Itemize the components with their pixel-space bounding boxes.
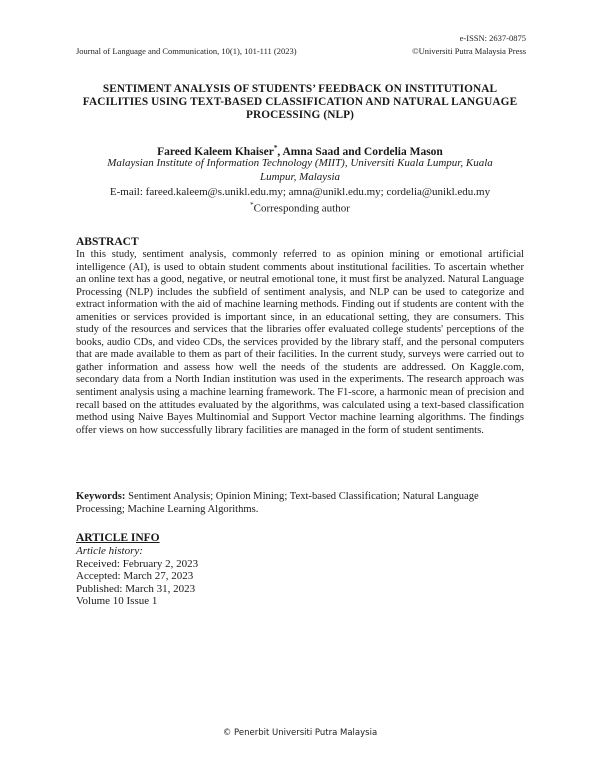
affiliation: Malaysian Institute of Information Technology (MIIT), Universiti Kuala Lumpur, Kuala Lumpur, Malaysia <box>107 157 493 183</box>
accepted-date: Accepted: March 27, 2023 <box>76 570 194 583</box>
publisher-footer: © Penerbit Universiti Putra Malaysia <box>222 728 378 738</box>
author-emails: E-mail: fareed.kaleem@s.unikl.edu.my; amna@unikl.edu.my; cordelia@unikl.edu.my <box>109 186 491 198</box>
corresponding-note-mark: * <box>250 201 254 209</box>
published-date: Published: March 31, 2023 <box>76 582 196 595</box>
received-date: Received: February 2, 2023 <box>76 557 199 570</box>
volume-issue: Volume 10 Issue 1 <box>76 595 158 608</box>
other-authors: , Amna Saad and Cordelia Mason <box>277 145 443 158</box>
article-info <box>76 532 198 608</box>
journal-citation: Journal of Language and Communication, 10(1), 101-111 (2023) <box>76 46 297 56</box>
keywords-text: Sentiment Analysis; Opinion Mining; Text-based Classification; Natural Language Processing; Machine Learning Algorithms. <box>76 491 479 515</box>
keywords <box>76 491 524 517</box>
eissn-label: e-ISSN: 2637-0875 <box>459 33 526 43</box>
article-info-heading: ARTICLE INFO <box>76 532 160 544</box>
press-copyright: ©Universiti Putra Malaysia Press <box>412 46 526 56</box>
corresponding-note-text: Corresponding author <box>253 202 350 215</box>
keywords-label: Keywords: <box>76 491 126 502</box>
paper-title: SENTIMENT ANALYSIS OF STUDENTS’ FEEDBACK ON INSTITUTIONAL FACILITIES USING TEXT-BASED CLASSIFICATION AND NATURAL LANGUAGE PROCESSING (NLP) <box>82 83 518 121</box>
abstract-text: In this study, sentiment analysis, commonly referred to as opinion mining or emotional artificial intelligence (AI), is used to obtain student comments about institutional facilities. To ascertain whether an online text has a good, negative, or neutral emotional tone, it must first be analyzed. Natural Language Processing (NLP) includes the subfield of sentiment analysis, and NLP can be used to categorize and extract information with the aid of machine learning methods. Finding out if students are content with the amenities or services provided is important since, in an educational setting, they are consumers. This study of the resources and services that the libraries offer evaluated college students' perceptions of the books, audio CDs, and video CDs, the services provided by the library staff, and the personal computers that are made available to them as part of their facilities. In the current study, surveys were carried out to gather information and assess how well the needs of the students are addressed. On Kaggle.com, secondary data from a North Indian institution was used in the experiments. The research approach was sentiment analysis using a machine learning framework. The F1-score, a harmonic mean of precision and recall based on the attitudes evaluated by the algorithms, was calculated using a text-based classification method using Naive Bayes Multinomial and Support Vector machine learning algorithms. The findings offer views on how successfully library facilities are managed in the form of student sentiments. <box>76 249 524 436</box>
corresponding-note <box>76 198 524 216</box>
abstract-heading: ABSTRACT <box>76 236 139 248</box>
corresponding-mark: * <box>273 144 278 152</box>
article-history-label: Article history: <box>76 545 143 557</box>
first-author: Fareed Kaleem Khaiser <box>157 145 274 158</box>
